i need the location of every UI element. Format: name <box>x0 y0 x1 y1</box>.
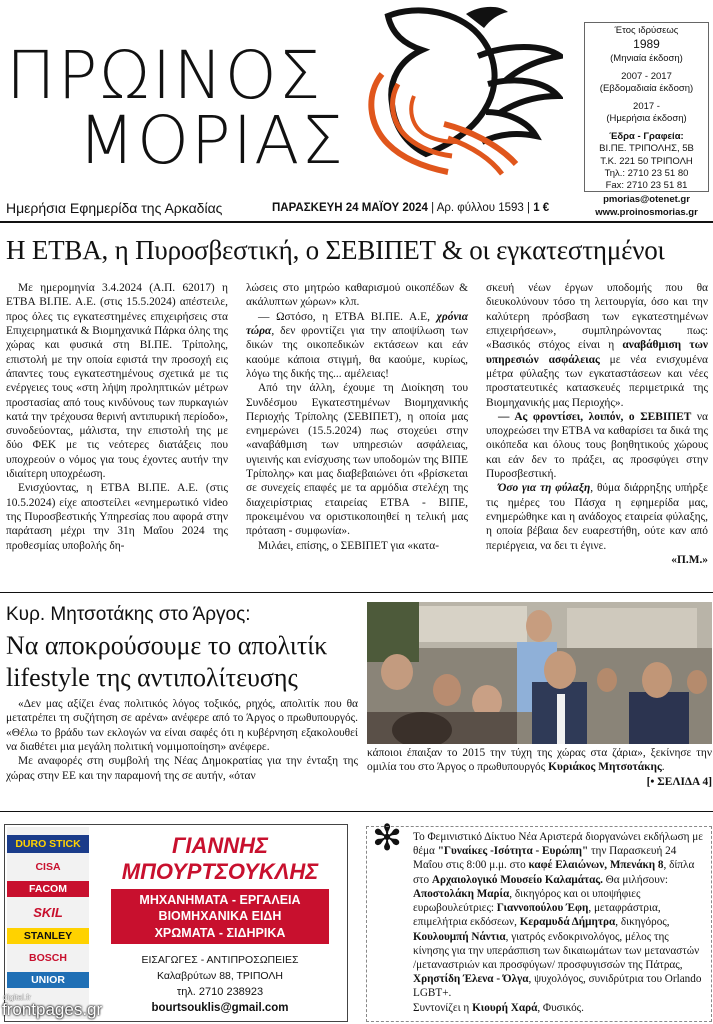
text-run: , δικηγόρος, <box>615 916 670 929</box>
watermark-small: digital.fr <box>3 993 32 1002</box>
article1-paragraph <box>246 310 468 382</box>
text-run: Κεραμυδά Δήμητρα <box>519 916 616 929</box>
period2: 2017 - <box>633 100 660 112</box>
text-run: καφέ Ελαιώνων, Μπενάκη 8 <box>528 859 664 872</box>
article1-column3 <box>486 281 708 567</box>
article1-paragraph: λώσεις στο μητρώο καθαρισμού οικοπέδων & ακάλυπτων χώρων» κλπ. <box>246 282 468 309</box>
period2-note: (Ημερήσια έκδοση) <box>606 113 687 125</box>
text-run: Αποστολάκη Μαρία <box>413 887 510 900</box>
contact-email[interactable]: pmorias@otenet.gr <box>603 194 690 205</box>
ad-address: Καλαβρύτων 88, ΤΡΙΠΟΛΗ <box>156 969 284 982</box>
text-run: χρόνια τώρα <box>246 310 468 337</box>
text-run: Το Φεμινιστικό Δίκτυο Νέα Αριστερά διοργανώνει εκδήλωση με θέμα <box>413 831 703 858</box>
text-run: αναβάθμιση των υπηρεσιών ασφάλειας <box>486 339 708 366</box>
brand-logo: CISA <box>35 861 61 873</box>
text-run: Κουλουμπή Νάντια <box>413 930 506 943</box>
text-run: — Ωστόσο, η ΕΤΒΑ ΒΙ.ΠΕ. Α.Ε, <box>258 310 437 323</box>
text-run: Κυριάκος Μητσοτάκης <box>548 761 662 774</box>
article1-column1 <box>6 281 228 553</box>
founded-note: (Μηνιαία έκδοση) <box>610 52 683 64</box>
text-run: , ψυχολόγος, συνιδρύτρια του Orlando LGBT+. <box>413 973 702 1000</box>
text-run: , δεν φροντίζει για την αποψίλωση των δικών της οικοπεδικών εκτάσεων και εάν καούμε κάποια στιγμή, θα καούμε, κυρίως, λόγω της δικής της... αμέλειας! <box>246 324 468 380</box>
address1: ΒΙ.ΠΕ. ΤΡΙΠΟΛΗΣ, 5Β <box>599 143 694 155</box>
text-run: Θα μιλήσουν: <box>602 873 668 886</box>
text-run: , Φυσικός. <box>537 1001 584 1014</box>
address2: Τ.Κ. 221 50 ΤΡΙΠΟΛΗ <box>600 155 693 167</box>
text-run: , δίπλα στο <box>413 859 695 886</box>
text-run: — Ας φροντίσει, λοιπόν, ο ΣΕΒΙΠΕΤ <box>498 410 692 423</box>
hardware-store-ad[interactable] <box>4 824 348 1022</box>
article1-headline: Η ΕΤΒΑ, η Πυροσβεστική, ο ΣΕΒΙΠΕΤ & οι εγκατεστημένοι <box>6 235 665 265</box>
article1-paragraph: Από την άλλη, έχουμε τη Διοίκηση του Συνδέσμου Εγκατεστημένων Βιομηχανικής Περιοχής Τρίπολης (ΣΕΒΙΠΕΤ), η οποία μας ενημερώνει (15.5.2024) πως στοχεύει στην «αναβάθμιση των υπηρεσιών ασφάλειας, υγιεινής και ενίσχυσης των υποδομών της ΒΙΠΕ Τρίπολης» και μας διαβεβαιώνει ότι «βρίσκεται σε συνεχείς επαφές με τα αρμόδια στελέχη της διαχειρίστριας εταιρείας ΕΤΒΑ - ΒΙΠΕ, προκειμένου να οριστικοποιηθεί η τελική μας πρόταση - συμφωνία». <box>246 382 468 538</box>
period1-note: (Εβδομαδιαία έκδοση) <box>599 82 694 94</box>
brand-logo: FACOM <box>7 881 89 897</box>
text-run: "Γυναίκες -Ισότητα - Ευρώπη" <box>437 845 589 858</box>
masthead-subtitle: Ημερήσια Εφημερίδα της Αρκαδίας <box>6 200 223 216</box>
article1-paragraph <box>486 410 708 482</box>
watermark[interactable]: frontpages.gr <box>2 1000 103 1019</box>
founded-year: 1989 <box>633 37 660 52</box>
ad-phone: τηλ. 2710 238923 <box>176 985 264 998</box>
text-run: Συντονίζει η <box>413 1001 473 1014</box>
masthead-title-line2: ΜΟΡΙΑΣ <box>78 101 346 179</box>
text-run: , γιατρός ενδοκρινολόγος, μέλος της κίνησης για την υπεράσπιση των δικαιωμάτων των μεταναστών /μεταναστριών και προσφύγων/ προσφυγισσών της Πάτρας, <box>413 930 700 971</box>
office-fax: Fax: 2710 23 51 81 <box>605 179 688 191</box>
page-reference[interactable]: [• ΣΕΛΙΔΑ 4] <box>646 775 712 788</box>
brand-list <box>7 827 89 1019</box>
issue-date: ΠΑΡΑΣΚΕΥΗ 24 ΜΑΪΟΥ 2024 <box>272 202 428 214</box>
ad-email[interactable]: bourtsouklis@gmail.com <box>151 1001 289 1014</box>
text-run: Αρχαιολογικό Μουσείο Καλαμάτας. <box>431 873 603 886</box>
masthead-title <box>6 37 346 179</box>
text-run: , θύμα διάρρηξης υπήρξε τις ημέρες του Πάσχα η εφημερίδα μας, ενημερώθηκε και η ανάδοχος εταιρεία φύλαξης, η οποία βέβαια δεν ευαρεστήθη, ούτε καν από περιέργεια, να δει τι έγινε. <box>486 482 708 552</box>
founded-label: Έτος ιδρύσεως <box>614 25 679 36</box>
dateline: ΠΑΡΑΣΚΕΥΗ 24 ΜΑΪΟΥ 2024 | Αρ. φύλλου 1593 | 1 € <box>272 202 550 214</box>
ad-name-line2: ΜΠΟΥΡΤΣΟΥΚΛΗΣ <box>121 859 319 884</box>
ad-main <box>93 825 347 1021</box>
ad-product-line: ΒΙΟΜΗΧΑΝΙΚΑ ΕΙΔΗ <box>158 909 282 924</box>
brand-logo: SKIL <box>33 905 63 920</box>
article1-paragraph: Με ημερομηνία 3.4.2024 (Α.Π. 62017) η ΕΤΒΑ ΒΙ.ΠΕ. Α.Ε. (στις 15.5.2024) απέστειλε, προς όλες τις εγκατεστημένες επιχειρήσεις στα Επιχειρηματικά & Βιομηχανικά Πάρκα όλης της χώρας και φυσικά στη ΒΙ.ΠΕ. Τρίπολης, επιστολή με την οποία εφιστά την προσοχή εις άπαντες τους εγκατεστημένους σχετικά με τις ενέργειες τους «στη λήψη προληπτικών μέτρων προστασίας από τους κινδύνους των πυρκαγιών κατά την τρέχουσα θερινή αντιπυρική περίοδο», συνοδεύοντας, μάλιστα, την επιστολή της με δύο ΦΕΚ με τις νεότερες διατάξεις που υποχρεούν ο νόμος για τους έχοντες αυτήν την ιδιαίτερη υποχρέωση. <box>6 282 228 481</box>
ad-product-line: ΜΗΧΑΝΗΜΑΤΑ - ΕΡΓΑΛΕΙΑ <box>139 893 301 907</box>
ad-product-line: ΧΡΩΜΑΤΑ - ΣΙΔΗΡΙΚΑ <box>154 925 286 940</box>
masthead-rule <box>0 221 713 223</box>
text-run: Όσο για τη φύλαξη <box>498 482 591 495</box>
article1-paragraph: Ενισχύοντας, η ΕΤΒΑ ΒΙ.ΠΕ. Α.Ε. (στις 10.5.2024) είχε αποστείλει «ενημερωτικό video της Πυροσβεστικής Υπηρεσίας που αφορά στην παράταση μέχρι την 31η Μαΐου 2024 της προθεσμίας υποβολής δη- <box>6 482 228 552</box>
dove-logo-icon <box>348 4 563 179</box>
office-label: Έδρα - Γραφεία: <box>609 131 684 143</box>
article1-column2 <box>246 281 468 553</box>
text-run: , δικηγόρος και οι υποψήφιες ευρωβουλεύτριες: <box>413 887 641 915</box>
text-run: κάποιοι έπαιξαν το 2015 την τύχη της χώρας στα ζάρια», ξεκίνησε την ομιλία του στο Άργος ο πρωθυπουργός <box>367 747 712 774</box>
text-run: Χρηστίδη Έλενα - Όλγα <box>413 973 529 986</box>
text-run: Κιουρή Χαρά <box>472 1001 538 1014</box>
ad-products <box>111 889 329 944</box>
text-run: την Παρασκευή 24 Μαΐου στις 8:00 μ.μ. στο <box>413 845 677 872</box>
article1-paragraph <box>486 481 708 553</box>
article2-photo <box>367 602 712 744</box>
masthead-title-line1: ΠΡΩΙΝΟΣ <box>6 37 323 114</box>
office-phone: Τηλ.: 2710 23 51 80 <box>604 167 689 179</box>
event-notice <box>366 826 712 1022</box>
asterisk-icon: ✻ <box>372 818 403 859</box>
article2-caption <box>367 746 712 789</box>
article1-paragraph: Μιλάει, επίσης, ο ΣΕΒΙΠΕΤ για «κατα- <box>258 539 439 552</box>
article2-headline: Να αποκρούσουμε το απολιτίκ lifestyle της αντιπολίτευσης <box>6 631 328 692</box>
contact-website[interactable]: www.proinosmorias.gr <box>595 206 698 218</box>
ad-name-line1: ΓΙΑΝΝΗΣ <box>171 833 269 858</box>
brand-logo: STANLEY <box>7 928 89 944</box>
article2-paragraph: Με αναφορές στη συμβολή της Νέας Δημοκρατίας για την ένταξη της χώρας στην ΕΕ και την παραμονή της σε αυτήν, «όταν <box>6 755 358 782</box>
article1-signature: «Π.Μ.» <box>671 553 708 566</box>
ad-imports: ΕΙΣΑΓΩΓΕΣ - ΑΝΤΙΠΡΟΣΩΠΕΙΕΣ <box>141 953 299 966</box>
article2-kicker: Κυρ. Μητσοτάκης στο Άργος: <box>6 604 251 625</box>
period1: 2007 - 2017 <box>621 70 672 82</box>
issue-price: 1 € <box>533 202 550 214</box>
section-divider <box>0 592 713 593</box>
issue-number: Αρ. φύλλου 1593 <box>436 202 524 214</box>
text-run: να υποχρεώσει την ΕΤΒΑ να καθαρίσει τα δικά της οικόπεδα και όλους τους βοηθητικούς χώρους και εάν δεν το πράξει, ας προσφύγει στην Πυροσβεστική. <box>486 410 709 481</box>
text-run: Γιαννοπούλου Έφη <box>496 902 589 915</box>
brand-logo: DURO STICK <box>7 835 89 853</box>
masthead-info-box <box>584 22 709 192</box>
brand-logo: BOSCH <box>29 952 67 964</box>
section-divider <box>0 811 713 812</box>
article2-paragraph: «Δεν μας αξίζει ένας πολιτικός λόγος τοξικός, ρηχός, απολιτίκ που θα μετατρέπει τη συζήτηση σε αρένα» ανέφερε από το Άργος ο πρωθυπουργός. «Θέλω το βράδυ των εκλογών να είναι σαφές ότι η κυβέρνηση εξακολουθεί να διαθέτει μια μεγάλη πολιτική νομιμοποίηση» ανέφερε. <box>6 698 358 753</box>
article2-body <box>6 697 358 783</box>
contact-block <box>584 194 709 220</box>
text-run: . <box>661 761 665 774</box>
article1-paragraph <box>486 281 708 410</box>
text-run: , μεταφράστρια, επιμελήτρια εκδόσεων, <box>413 902 661 929</box>
text-run: με νέα ενισχυμένα μέτρα φύλαξης των εγκαταστάσεων και νέες προστατευτικές κατασκευές περιμετρικά της Βιομηχανικής μας Περιοχής». <box>486 353 708 409</box>
text-run: σκευή νέων έργων υποδομής που θα διευκολύνουν τόσο τη λειτουργία, όσο και την καλύτερη πρόσβαση των εγκατεστημένων επιχειρήσεων», συμπληρώνοντας πως: «Βασικός στόχος είναι η <box>486 282 708 352</box>
brand-logo: UNIOR <box>7 972 89 988</box>
